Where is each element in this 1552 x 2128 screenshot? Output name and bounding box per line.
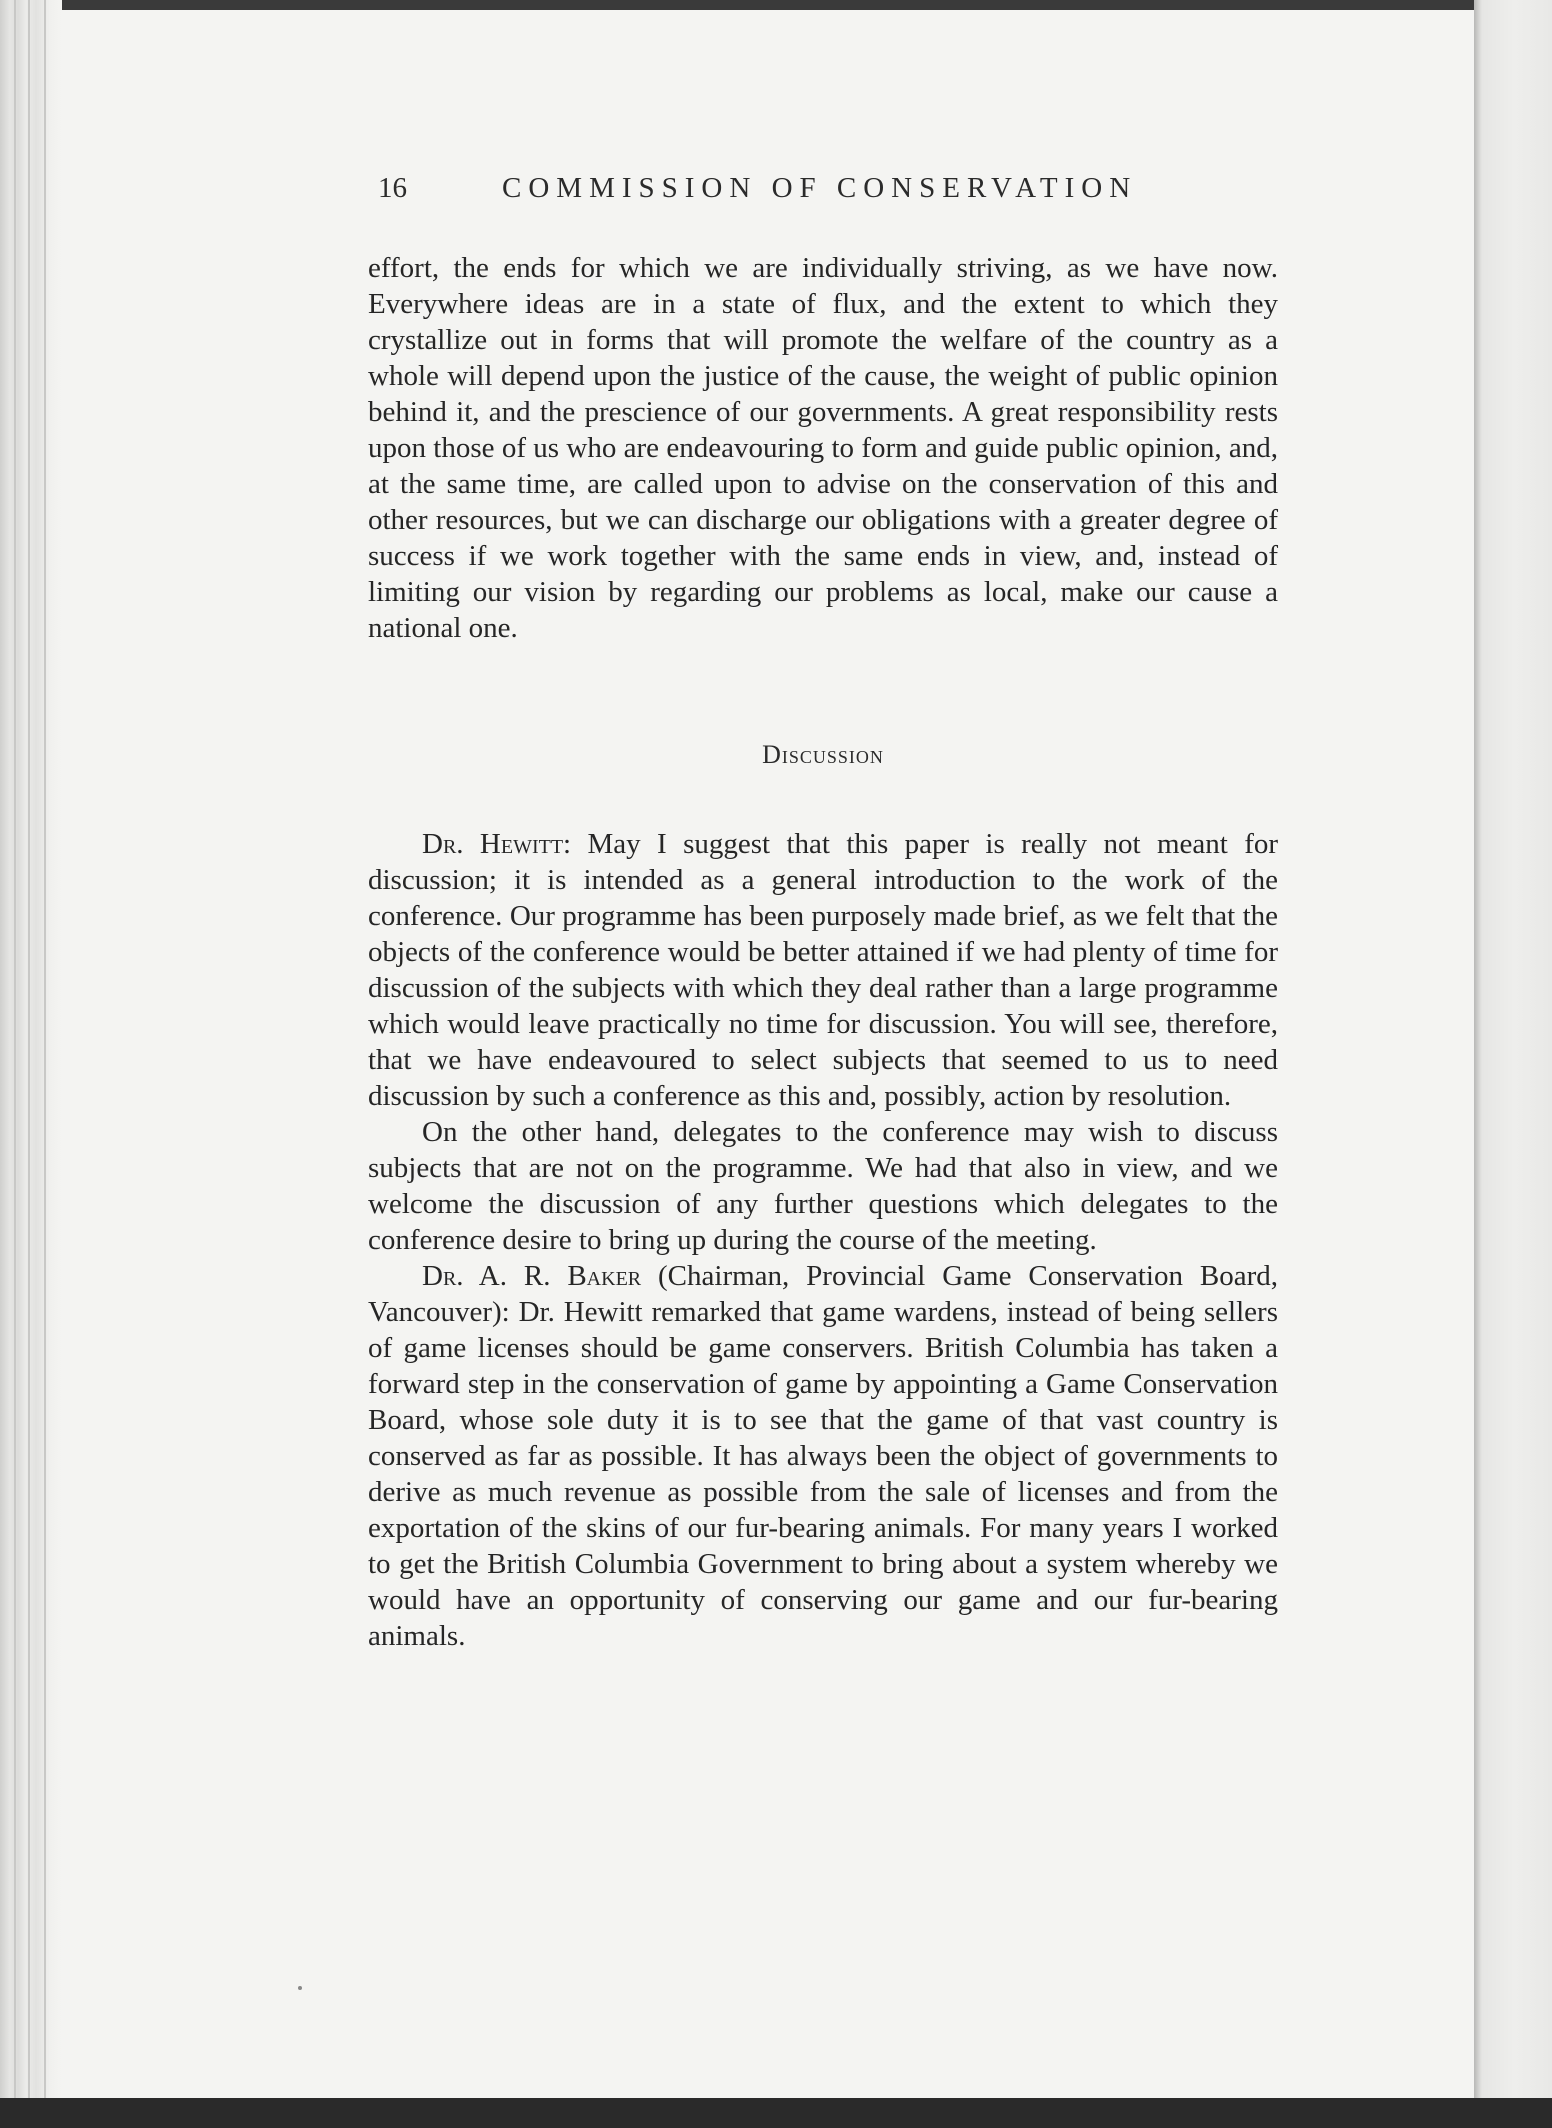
gutter-line <box>28 0 30 2100</box>
paragraph-text: (Chairman, Provincial Game Conservation Board, Vancouver): Dr. Hewitt remarked that game wardens, instead of being sellers of game licenses should be game conservers. British Columbia has taken a forward step in the conservation of game by appointing a Game Conservation Board, whose sole duty it is to see that the game of that vast country is conserved as far as possible. It has always been the object of governments to derive as much revenue as possible from the sale of licenses and from the exportation of the skins of our fur-bearing animals. For many years I worked to get the British Columbia Government to bring about a system whereby we would have an opportunity of conserving our game and our fur-bearing animals. <box>368 1260 1278 1652</box>
page-gutter <box>0 0 62 2100</box>
gutter-line <box>44 0 46 2100</box>
discussion-text <box>368 826 1278 1654</box>
paragraph: effort, the ends for which we are individually striving, as we have now. Everywhere ideas are in a state of flux, and the extent to which they crystallize out in forms that will promote the welfare of the country as a whole will depend upon the justice of the cause, the weight of public opinion behind it, and the prescience of our governments. A great responsibility rests upon those of us who are endeavouring to form and guide public opinion, and, at the same time, are called upon to advise on the conservation of this and other resources, but we can discharge our obligations with a greater degree of success if we work together with the same ends in view, and, instead of limiting our vision by regarding our problems as local, make our cause a national one. <box>368 252 1278 644</box>
gutter-line <box>14 0 16 2100</box>
section-heading: Discussion <box>762 740 884 769</box>
running-head: COMMISSION OF CONSERVATION <box>502 172 1138 204</box>
page-number: 16 <box>378 172 407 204</box>
paragraph <box>368 1258 1278 1654</box>
paragraph-text: May I suggest that this paper is really not meant for discussion; it is intended as a general introduction to the work of the conference. Our programme has been purposely made brief, as we felt that the objects of the conference would be better attained if we had plenty of time for discussion of the subjects with which they deal rather than a large programme which would leave practically no time for discussion. You will see, therefore, that we have endeavoured to select subjects that seemed to us to need discussion by such a conference as this and, possibly, action by resolution. <box>368 828 1279 1112</box>
paragraph: On the other hand, delegates to the conference may wish to discuss subjects that are not on the programme. We had that also in view, and we welcome the discussion of any further questions which delegates to the conference desire to bring up during the course of the meeting. <box>368 1116 1278 1256</box>
scan-bottom-border <box>0 2098 1552 2128</box>
scan-speck <box>298 1986 302 1990</box>
speaker-name: Dr. Hewitt <box>422 828 564 860</box>
scan-top-border <box>0 0 1552 10</box>
facing-page-edge <box>1474 0 1552 2128</box>
paragraph: Dr. Hewitt: May I suggest that this paper is really not meant for discussion; it is intended as a general introduction to the work of the conference. Our programme has been purposely made brief, as we felt that the objects of the conference would be better attained if we had plenty of time for discussion of the subjects with which they deal rather than a large programme which would leave practically no time for discussion. You will see, therefore, that we have endeavoured to select subjects that seemed to us to need discussion by such a conference as this and, possibly, action by resolution. <box>368 828 1279 1112</box>
body-text-top <box>368 250 1278 646</box>
speaker-name: Dr. A. R. Baker <box>422 1260 642 1292</box>
